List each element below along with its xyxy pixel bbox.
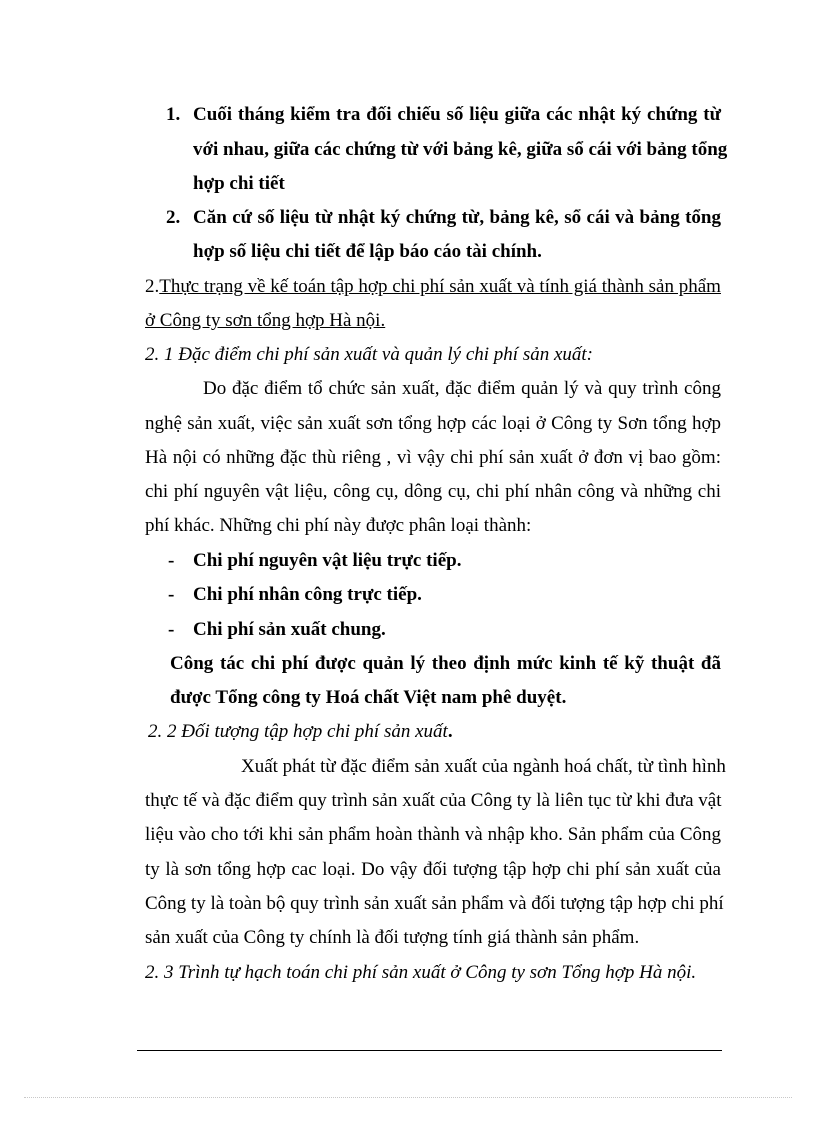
- section-2-2-paragraph-line-5: Công ty là toàn bộ quy trình sản xuất sản phẩm và đối tượng tập hợp chi phí: [145, 893, 724, 914]
- list-item-2-line-1: Căn cứ số liệu từ nhật ký chứng từ, bảng kê, sổ cái và bảng tổng: [193, 207, 721, 228]
- list-item-1-line-3: hợp chi tiết: [193, 173, 285, 194]
- section-2-2-heading-period: .: [447, 721, 453, 742]
- bullet-marker: -: [168, 584, 175, 605]
- section-2-2-heading-text: 2. 2 Đối tượng tập hợp chi phí sản xuất: [148, 721, 448, 742]
- section-2-1-heading: 2. 1 Đặc điểm chi phí sản xuất và quản lý chi phí sản xuất:: [145, 344, 594, 365]
- bullet-marker: -: [168, 550, 175, 571]
- section-2-2-paragraph-line-2: thực tế và đặc điểm quy trình sản xuất của Công ty là liên tục từ khi đưa vật: [145, 790, 722, 811]
- management-note-line-2: được Tổng công ty Hoá chất Việt nam phê duyệt.: [170, 687, 567, 708]
- section-2-1-paragraph-line-3: Hà nội có những đặc thù riêng , vì vậy chi phí sản xuất ở đơn vị bao gồm:: [145, 447, 721, 468]
- list-item-2-line-2: hợp số liệu chi tiết để lập báo cáo tài chính.: [193, 241, 542, 262]
- list-item-1-line-2: với nhau, giữa các chứng từ với bảng kê, giữa sổ cái với bảng tổng: [193, 139, 728, 160]
- management-note-line-1: Công tác chi phí được quản lý theo định mức kinh tế kỹ thuật đã: [170, 653, 721, 674]
- section-2-2-paragraph-line-3: liệu vào cho tới khi sản phẩm hoàn thành và nhập kho. Sản phẩm của Công: [145, 824, 721, 845]
- bullet-item-2: Chi phí nhân công trực tiếp.: [193, 584, 422, 605]
- section-2-2-paragraph-line-4: ty là sơn tổng hợp cac loại. Do vậy đối tượng tập hợp chi phí sản xuất của: [145, 859, 721, 880]
- section-2-3-heading: 2. 3 Trình tự hạch toán chi phí sản xuất ở Công ty sơn Tổng hợp Hà nội.: [145, 962, 697, 983]
- section-2-heading: [145, 274, 721, 300]
- section-2-2-paragraph-line-6: sản xuất của Công ty chính là đối tượng tính giá thành sản phẩm.: [145, 927, 640, 948]
- footer-rule: [137, 1050, 722, 1051]
- section-2-1-paragraph-line-1: Do đặc điểm tổ chức sản xuất, đặc điểm quản lý và quy trình công: [203, 378, 721, 399]
- section-2-prefix: 2.: [145, 276, 160, 297]
- list-number-2: 2.: [166, 207, 181, 228]
- section-2-title-line-1: Thực trạng về kế toán tập hợp chi phí sản xuất và tính giá thành sản phẩm: [159, 276, 721, 297]
- bullet-item-3: Chi phí sản xuất chung.: [193, 619, 386, 640]
- bullet-marker: -: [168, 619, 175, 640]
- list-item-1-line-1: Cuối tháng kiểm tra đối chiếu số liệu giữa các nhật ký chứng từ: [193, 104, 721, 125]
- page-bottom-dotted-rule: [24, 1097, 792, 1098]
- section-2-1-paragraph-line-4: chi phí nguyên vật liệu, công cụ, dông cụ, chi phí nhân công và những chi: [145, 481, 721, 502]
- section-2-2-heading: [148, 719, 453, 745]
- section-2-2-paragraph-line-1: Xuất phát từ đặc điểm sản xuất của ngành hoá chất, từ tình hình: [241, 756, 726, 777]
- section-2-title-line-2: ở Công ty sơn tổng hợp Hà nội.: [145, 310, 386, 331]
- section-2-1-paragraph-line-2: nghệ sản xuất, việc sản xuất sơn tổng hợp các loại ở Công ty Sơn tổng hợp: [145, 413, 721, 434]
- section-2-1-paragraph-line-5: phí khác. Những chi phí này được phân loại thành:: [145, 515, 532, 536]
- bullet-item-1: Chi phí nguyên vật liệu trực tiếp.: [193, 550, 462, 571]
- list-number-1: 1.: [166, 104, 181, 125]
